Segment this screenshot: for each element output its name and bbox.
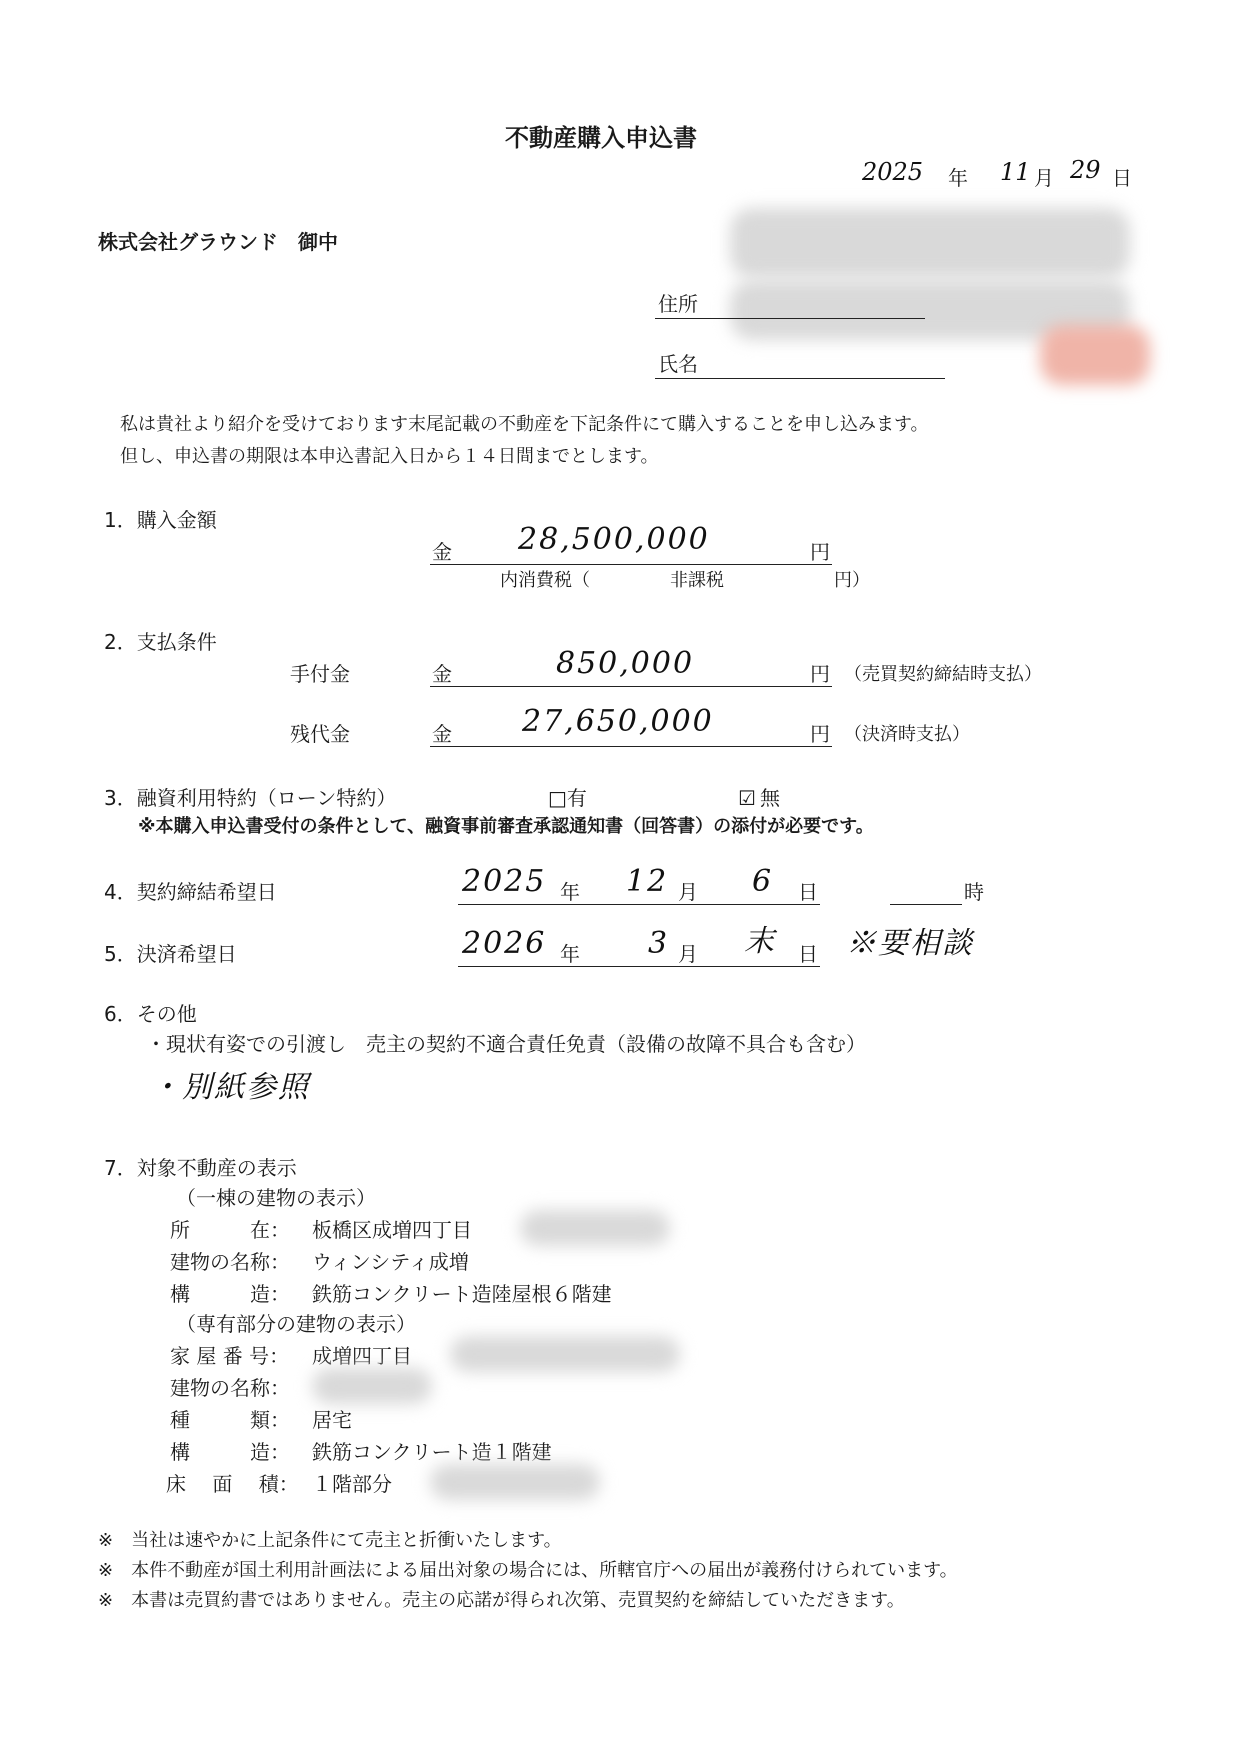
s6-heading: 6．その他 xyxy=(104,1002,197,1026)
name-underline xyxy=(655,378,945,379)
s2-deposit-yen: 円 xyxy=(810,662,830,686)
s7-unit-heading: （専有部分の建物の表示） xyxy=(176,1312,416,1336)
s7-bname-value: ウィンシティ成増 xyxy=(312,1250,469,1274)
s2-balance-amount: 27,650,000 xyxy=(522,704,714,739)
s7-uname-label: 建物の名称： xyxy=(170,1376,290,1400)
date-year-unit: 年 xyxy=(948,166,968,190)
s7-loc-label: 所 在： xyxy=(170,1218,290,1242)
s2-balance-yen: 円 xyxy=(810,722,830,746)
s7-loc-value: 板橋区成増四丁目 xyxy=(312,1218,472,1242)
s4-hour-underline xyxy=(890,904,962,905)
date-day: 29 xyxy=(1070,156,1101,184)
s2-deposit-kin: 金 xyxy=(432,662,452,686)
s7-house-no-label: 家 屋 番 号： xyxy=(170,1344,290,1368)
s4-year-unit: 年 xyxy=(560,880,580,904)
date-day-unit: 日 xyxy=(1112,166,1132,190)
redacted-block xyxy=(730,208,1130,278)
s4-day-unit: 日 xyxy=(798,880,818,904)
s5-month: 3 xyxy=(648,926,670,961)
s4-year: 2025 xyxy=(462,864,547,899)
s7-kind-label: 種 類： xyxy=(170,1408,290,1432)
name-label: 氏名 xyxy=(658,352,698,376)
s2-deposit-label: 手付金 xyxy=(290,662,350,686)
s2-balance-label: 残代金 xyxy=(290,722,350,746)
s1-tax-label: 内消費税（ xyxy=(500,570,590,591)
address-underline xyxy=(655,318,925,319)
date-year: 2025 xyxy=(862,158,924,186)
intro-line2: 但し、申込書の期限は本申込書記入日から１４日間までとします。 xyxy=(120,446,659,467)
s3-heading: 3．融資利用特約（ローン特約） xyxy=(104,786,397,810)
addressee: 株式会社グラウンド 御中 xyxy=(98,230,338,254)
s1-kin: 金 xyxy=(432,540,452,564)
address-label: 住所 xyxy=(658,292,698,316)
s7-bname-label: 建物の名称： xyxy=(170,1250,290,1274)
intro-line1: 私は貴社より紹介を受けております末尾記載の不動産を下記条件にて購入することを申し込みます。 xyxy=(120,414,929,435)
s2-deposit-underline xyxy=(430,686,832,687)
date-month: 11 xyxy=(1000,158,1031,186)
s5-note: ※要相談 xyxy=(846,926,974,961)
s7-struct-label: 構 造： xyxy=(170,1282,290,1306)
page-title: 不動産購入申込書 xyxy=(505,124,697,152)
s2-balance-note: （決済時支払） xyxy=(844,724,970,745)
s7-kind-value: 居宅 xyxy=(312,1408,352,1432)
s6-item1: ・現状有姿での引渡し 売主の契約不適合責任免責（設備の故障不具合も含む） xyxy=(146,1032,866,1056)
s5-day: 末 xyxy=(744,924,776,959)
s5-underline xyxy=(458,966,820,967)
note-3: ※ 本書は売買約書ではありません。売主の応諾が得られ次第、売買契約を締結していただきます。 xyxy=(98,1590,905,1611)
s7-struct-value: 鉄筋コンクリート造陸屋根６階建 xyxy=(312,1282,612,1306)
s1-yen: 円 xyxy=(810,540,830,564)
s5-heading: 5．決済希望日 xyxy=(104,942,237,966)
s3-opt-no-checkbox: ☑ xyxy=(738,786,756,810)
s4-day: 6 xyxy=(752,864,774,899)
s4-month: 12 xyxy=(626,864,669,899)
redacted-area xyxy=(430,1464,600,1500)
s2-heading: 2．支払条件 xyxy=(104,630,217,654)
s3-opt-no: 無 xyxy=(760,786,780,810)
s1-tax-value: 非課税 xyxy=(670,570,724,591)
s5-year: 2026 xyxy=(462,926,547,961)
s2-balance-underline xyxy=(430,746,832,747)
s7-ustruct-label: 構 造： xyxy=(170,1440,290,1464)
s7-heading: 7．対象不動産の表示 xyxy=(104,1156,297,1180)
s7-area-value: １階部分 xyxy=(312,1472,392,1496)
s7-area-label: 床 面 積： xyxy=(166,1472,299,1496)
redacted-unit-name xyxy=(312,1368,432,1404)
s4-hour-unit: 時 xyxy=(964,880,984,904)
s6-item2: ・別紙参照 xyxy=(150,1070,310,1105)
s7-house-no-value: 成増四丁目 xyxy=(312,1344,412,1368)
s2-deposit-note: （売買契約締結時支払） xyxy=(844,664,1042,685)
s7-ustruct-value: 鉄筋コンクリート造１階建 xyxy=(312,1440,552,1464)
s1-tax-end: 円） xyxy=(834,570,870,591)
date-month-unit: 月 xyxy=(1034,166,1054,190)
s5-month-unit: 月 xyxy=(678,942,698,966)
s3-note: ※本購入申込書受付の条件として、融資事前審査承認通知書（回答書）の添付が必要です。 xyxy=(138,816,874,837)
note-1: ※ 当社は速やかに上記条件にて売主と折衝いたします。 xyxy=(98,1530,562,1551)
s7-building-heading: （一棟の建物の表示） xyxy=(176,1186,376,1210)
s3-opt-yes: □有 xyxy=(548,786,587,810)
s4-heading: 4．契約締結希望日 xyxy=(104,880,277,904)
s2-deposit-amount: 850,000 xyxy=(556,646,695,681)
s4-month-unit: 月 xyxy=(678,880,698,904)
s2-balance-kin: 金 xyxy=(432,722,452,746)
s1-underline xyxy=(430,564,832,565)
s1-amount: 28,500,000 xyxy=(518,522,710,557)
redacted-location xyxy=(520,1210,670,1246)
s1-heading: 1．購入金額 xyxy=(104,508,217,532)
s4-underline xyxy=(458,904,820,905)
note-2: ※ 本件不動産が国土利用計画法による届出対象の場合には、所轄官庁への届出が義務付けられています。 xyxy=(98,1560,958,1581)
redacted-seal xyxy=(1040,325,1150,385)
redacted-house-no xyxy=(450,1336,680,1372)
s5-day-unit: 日 xyxy=(798,942,818,966)
s5-year-unit: 年 xyxy=(560,942,580,966)
